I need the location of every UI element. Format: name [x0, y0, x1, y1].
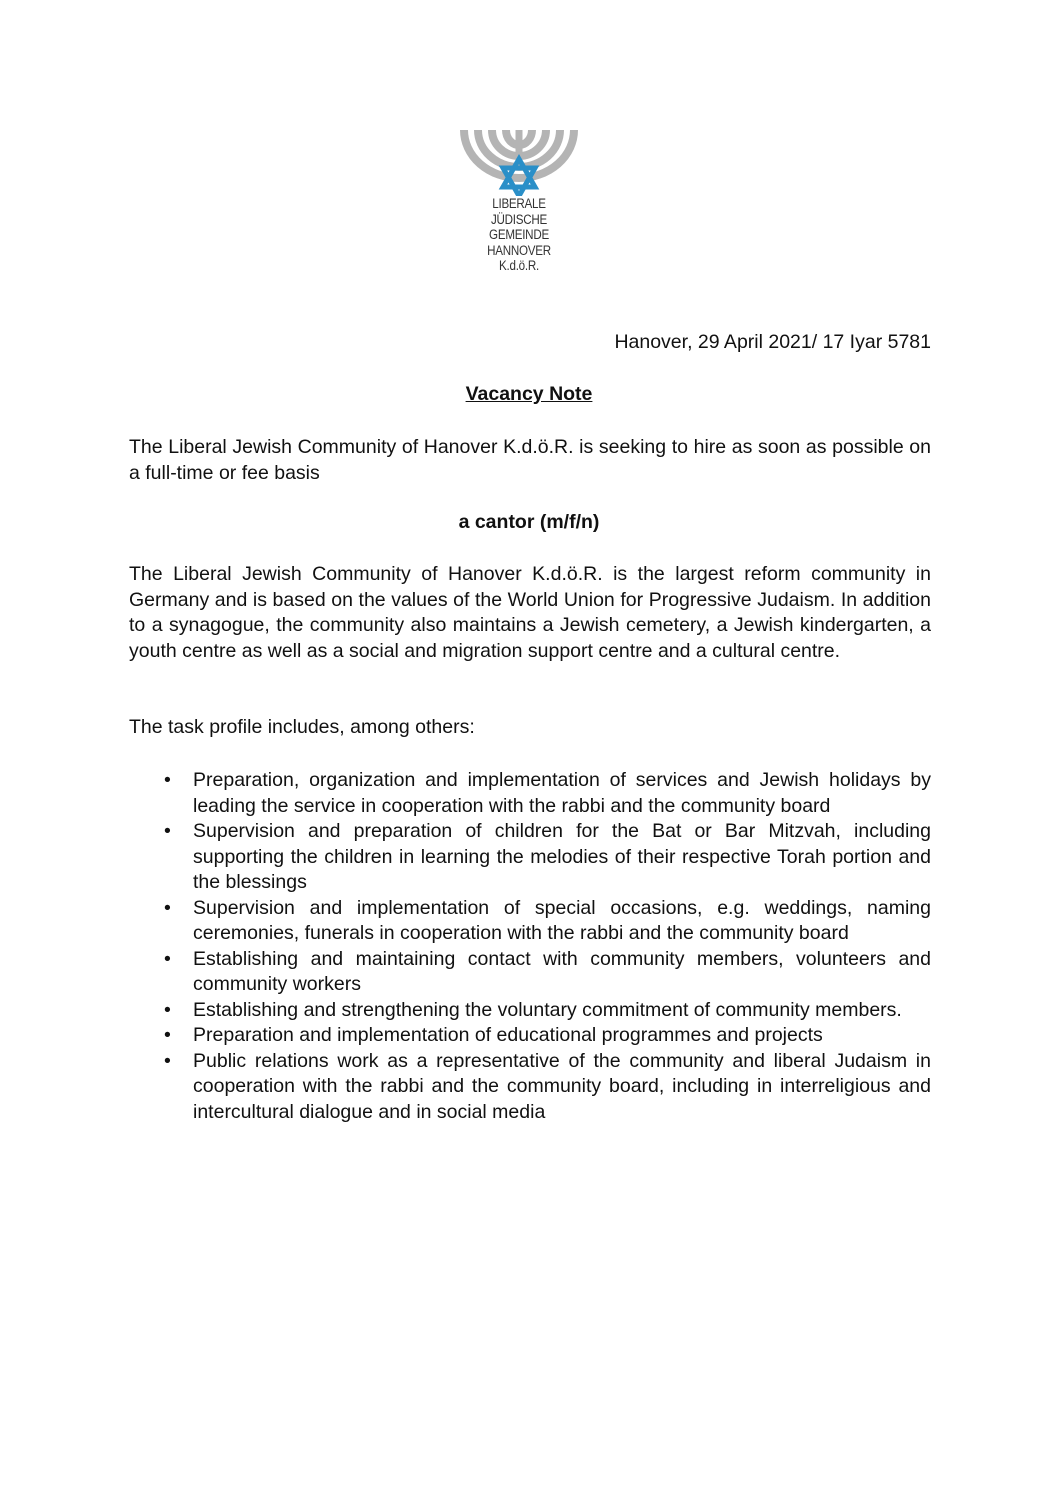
- bullet-icon: •: [164, 1024, 171, 1046]
- list-item-text: Establishing and maintaining contact with community members, volunteers and community workers: [193, 947, 931, 995]
- community-description-paragraph: The Liberal Jewish Community of Hanover K.d.ö.R. is the largest reform community in Germany and is based on the values of the World Union for Progressive Judaism. In addition to a synagogue, the community also maintains a Jewish cemetery, a Jewish kindergarten, a youth centre as well as a social and migration support centre and a cultural centre.: [129, 563, 931, 662]
- document-title: Vacancy Note: [465, 383, 593, 405]
- bullet-icon: •: [164, 769, 171, 791]
- list-item-text: Establishing and strengthening the voluntary commitment of community members.: [193, 998, 902, 1021]
- logo-line: JÜDISCHE: [490, 211, 547, 227]
- task-list: [129, 768, 931, 1125]
- list-item: [129, 947, 931, 998]
- list-item: [129, 998, 931, 1024]
- bullet-icon: •: [164, 820, 171, 842]
- list-item: [129, 819, 931, 896]
- bullet-icon: •: [164, 1049, 171, 1072]
- tasks-intro-paragraph: The task profile includes, among others:: [129, 716, 475, 738]
- community-logo: [459, 130, 579, 280]
- logo-line: K.d.ö.R.: [499, 258, 539, 273]
- list-item-text: Public relations work as a representative of the community and liberal Judaism in cooperation with the rabbi and the community board, including in interreligious and intercultural dialogue and in social media: [193, 1049, 931, 1123]
- intro-paragraph: The Liberal Jewish Community of Hanover K.d.ö.R. is seeking to hire as soon as possible on a full-time or fee basis: [129, 436, 931, 484]
- list-item: [129, 1023, 931, 1049]
- position-title: a cantor (m/f/n): [458, 511, 600, 533]
- letter-date: Hanover, 29 April 2021/ 17 Iyar 5781: [614, 331, 931, 353]
- list-item-text: Preparation, organization and implementation of services and Jewish holidays by leading the service in cooperation with the rabbi and the community board: [193, 769, 931, 817]
- list-item: [129, 768, 931, 819]
- list-item-text: Supervision and preparation of children for the Bat or Bar Mitzvah, including supporting the children in learning the melodies of their respective Torah portion and the blessings: [193, 820, 931, 893]
- bullet-icon: •: [164, 998, 171, 1021]
- list-item: [129, 896, 931, 947]
- logo-wordmark: [467, 196, 570, 274]
- logo-line: HANNOVER: [487, 242, 551, 258]
- bullet-icon: •: [164, 896, 171, 919]
- logo-line: GEMEINDE: [489, 227, 549, 242]
- logo-line: LIBERALE: [492, 196, 546, 211]
- bullet-icon: •: [164, 947, 171, 970]
- list-item: [129, 1049, 931, 1126]
- menorah-star-icon: [459, 130, 579, 196]
- list-item-text: Preparation and implementation of educational programmes and projects: [193, 1024, 823, 1046]
- list-item-text: Supervision and implementation of special occasions, e.g. weddings, naming ceremonies, funerals in cooperation with the rabbi and the community board: [193, 896, 931, 944]
